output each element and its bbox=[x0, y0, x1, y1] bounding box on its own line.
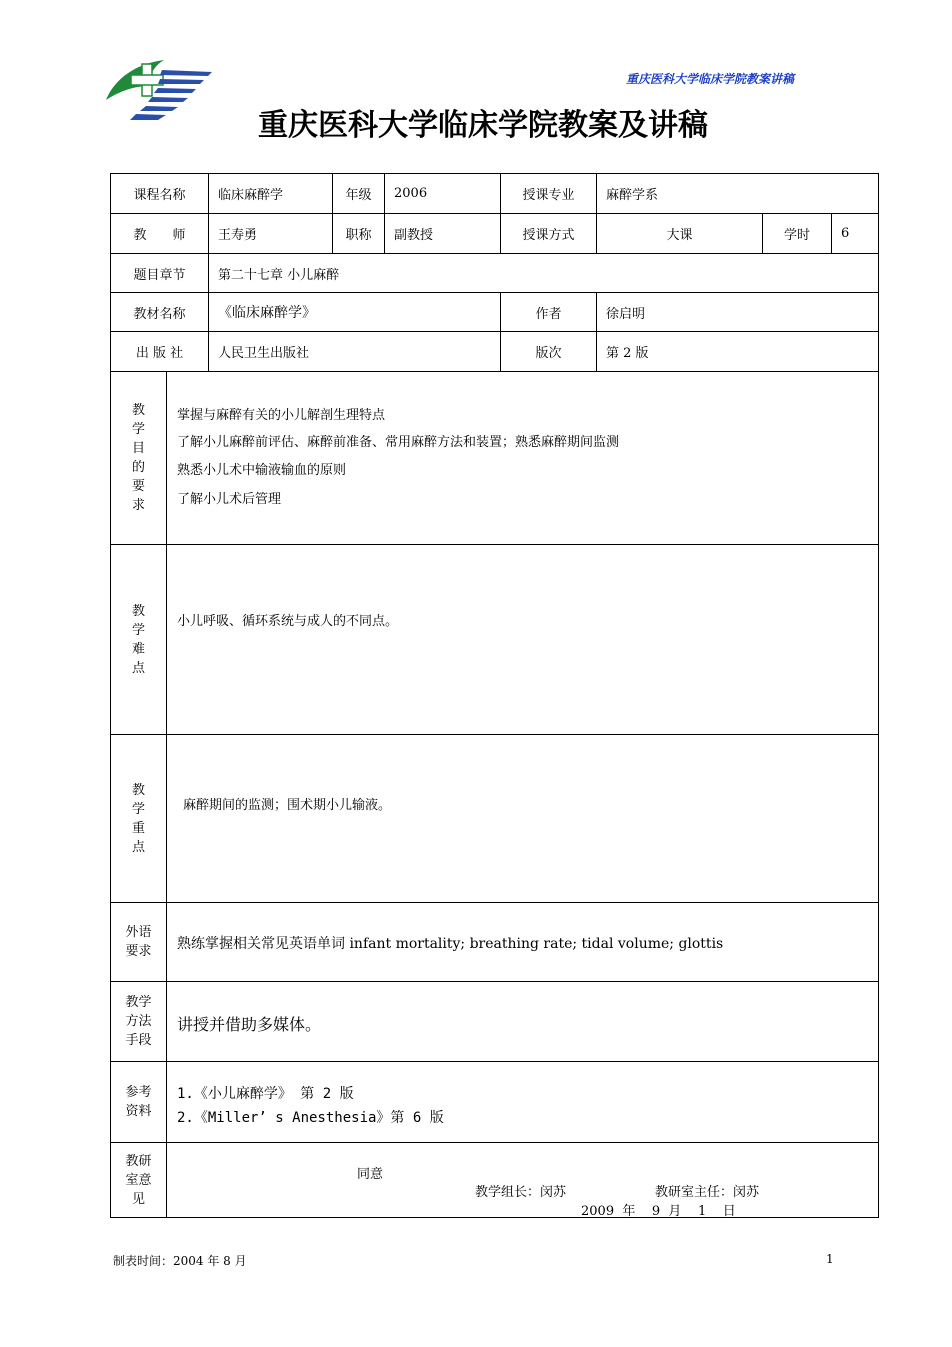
foreign-language-content bbox=[166, 902, 879, 982]
rank-value: 副教授 bbox=[384, 213, 501, 254]
key-points-content bbox=[166, 734, 879, 903]
course-name-label: 课程名称 bbox=[110, 173, 209, 214]
opinion-label: 教研室意见 bbox=[110, 1142, 167, 1218]
major-label: 授课专业 bbox=[500, 173, 597, 214]
hospital-logo bbox=[104, 52, 216, 126]
methods-label: 教学方法手段 bbox=[110, 981, 167, 1062]
hours-label: 学时 bbox=[762, 213, 832, 254]
edition-label: 版次 bbox=[500, 331, 597, 372]
objectives-label: 教学目的要求 bbox=[110, 371, 167, 545]
methods-text: 讲授并借助多媒体。 bbox=[177, 1015, 322, 1034]
difficulties-label: 教学难点 bbox=[110, 544, 167, 735]
director: 教研室主任：闵苏 bbox=[655, 1185, 760, 1200]
key-points-label: 教学重点 bbox=[110, 734, 167, 903]
rank-label: 职称 bbox=[332, 213, 385, 254]
opinion-content bbox=[166, 1142, 879, 1218]
mode-label: 授课方式 bbox=[500, 213, 597, 254]
header-note: 重庆医科大学临床学院教案讲稿 bbox=[626, 72, 795, 86]
chapter-value: 第二十七章 小儿麻醉 bbox=[208, 253, 879, 293]
publisher-label: 出 版 社 bbox=[110, 331, 209, 372]
difficulties-text: 小儿呼吸、循环系统与成人的不同点。 bbox=[177, 614, 399, 629]
objective-line: 熟悉小儿术中输液输血的原则 bbox=[177, 463, 347, 478]
made-time: 制表时间：2004 年 8 月 bbox=[113, 1254, 247, 1268]
page-title: 重庆医科大学临床学院教案及讲稿 bbox=[258, 108, 708, 143]
author-value: 徐启明 bbox=[596, 292, 879, 332]
group-leader: 教学组长：闵苏 bbox=[475, 1185, 567, 1200]
textbook-label: 教材名称 bbox=[110, 292, 209, 332]
textbook-value: 《临床麻醉学》 bbox=[208, 292, 501, 332]
opinion-agree: 同意 bbox=[357, 1167, 384, 1182]
major-value: 麻醉学系 bbox=[596, 173, 879, 214]
difficulties-content bbox=[166, 544, 879, 735]
hours-value: 6 bbox=[831, 213, 879, 254]
foreign-language-text: 熟练掌握相关常见英语单词 infant mortality; breathing rate; tidal volume; glottis bbox=[177, 936, 724, 952]
author-label: 作者 bbox=[500, 292, 597, 332]
grade-value: 2006 bbox=[384, 173, 501, 214]
publisher-value: 人民卫生出版社 bbox=[208, 331, 501, 372]
objective-line: 掌握与麻醉有关的小儿解剖生理特点 bbox=[177, 408, 386, 423]
teacher-label: 教 师 bbox=[110, 213, 209, 254]
objective-line: 了解小儿麻醉前评估、麻醉前准备、常用麻醉方法和装置；熟悉麻醉期间监测 bbox=[177, 435, 620, 450]
teacher-value: 王寿勇 bbox=[208, 213, 333, 254]
edition-value: 第 2 版 bbox=[596, 331, 879, 372]
mode-value: 大课 bbox=[596, 213, 763, 254]
objective-line: 了解小儿术后管理 bbox=[177, 492, 282, 507]
chapter-label: 题目章节 bbox=[110, 253, 209, 293]
foreign-language-label: 外语要求 bbox=[110, 902, 167, 982]
opinion-date: 2009 年 9 月 1 日 bbox=[581, 1204, 736, 1219]
page-number: 1 bbox=[826, 1252, 834, 1266]
grade-label: 年级 bbox=[332, 173, 385, 214]
references-label: 参考资料 bbox=[110, 1061, 167, 1143]
key-points-text: 麻醉期间的监测；围术期小儿输液。 bbox=[183, 798, 392, 813]
references-content bbox=[166, 1061, 879, 1143]
methods-content bbox=[166, 981, 879, 1062]
course-name-value: 临床麻醉学 bbox=[208, 173, 333, 214]
reference-item: 1.《小儿麻醉学》 第 2 版 bbox=[177, 1086, 354, 1102]
reference-item: 2.《Miller’ s Anesthesia》第 6 版 bbox=[177, 1110, 444, 1126]
objectives-content bbox=[166, 371, 879, 545]
